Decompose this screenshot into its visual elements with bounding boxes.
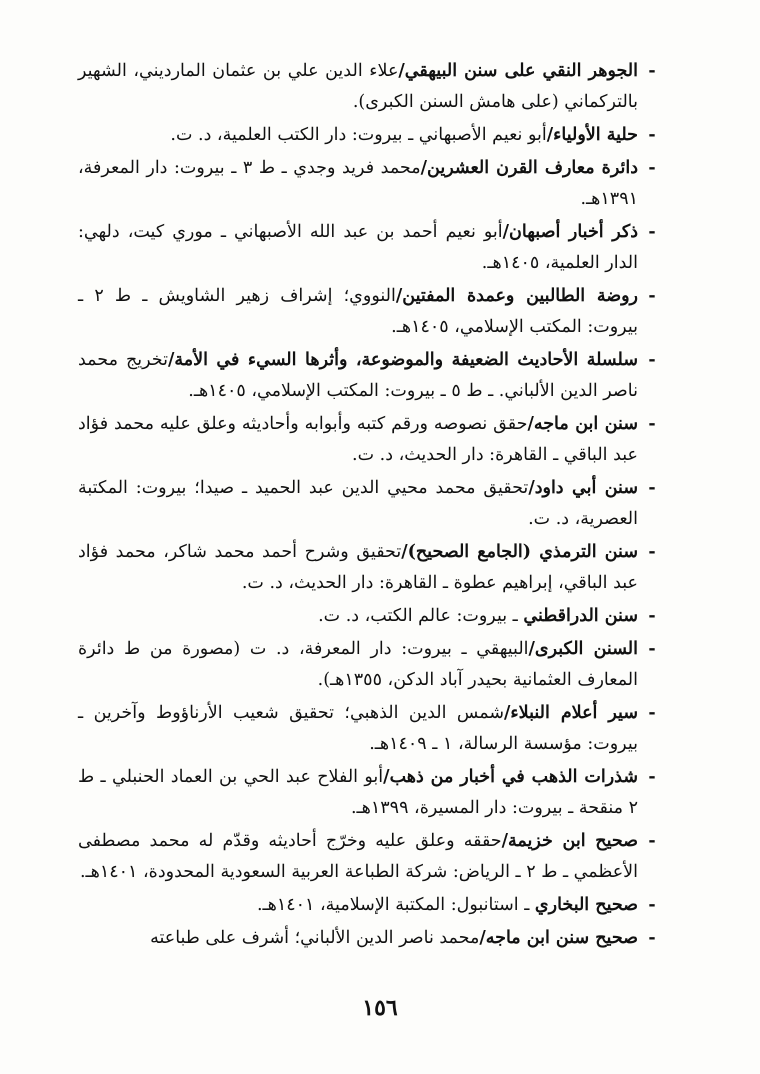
entry-dash: - <box>648 350 656 370</box>
entry-title: ذكر أخبار أصبهان/ <box>502 222 638 242</box>
entry-dash: - <box>648 542 656 562</box>
bibliography-entry <box>78 890 656 921</box>
entry-details: حقق نصوصه ورقم كتبه وأبوابه وأحاديثه وعلق عليه محمد فؤاد عبد الباقي ـ القاهرة: دار الحديث، د. ت. <box>78 414 638 465</box>
entry-details: ـ استانبول: المكتبة الإسلامية، ١٤٠١هـ. <box>256 895 530 915</box>
entry-title: سنن أبي داود/ <box>528 478 639 498</box>
entry-details: محمد ناصر الدين الألباني؛ أشرف على طباعته <box>150 928 480 948</box>
bibliography-entry <box>78 698 656 760</box>
bibliography-entry <box>78 409 656 471</box>
entry-dash: - <box>648 478 656 498</box>
bibliography-entry <box>78 473 656 535</box>
bibliography-entry <box>78 56 656 118</box>
entry-dash: - <box>648 61 656 81</box>
entry-details: البيهقي ـ بيروت: دار المعرفة، د. ت (مصورة من ط دائرة المعارف العثمانية بحيدر آباد الدكن، ١٣٥٥هـ). <box>78 639 638 690</box>
entry-title: سلسلة الأحاديث الضعيفة والموضوعة، وأثرها السيء في الأمة/ <box>167 350 638 370</box>
entry-title: سنن الدراقطني <box>523 606 638 626</box>
entry-title: الجوهر النقي على سنن البيهقي/ <box>398 61 638 81</box>
entry-details: حققه وعلق عليه وخرّج أحاديثه وقدّم له محمد مصطفى الأعظمي ـ ط ٢ ـ الرياض: شركة الطباعة العربية السعودية المحدودة، ١٤٠١هـ. <box>78 831 638 882</box>
entry-title: صحيح سنن ابن ماجه/ <box>479 928 638 948</box>
entry-details: ـ بيروت: عالم الكتب، د. ت. <box>318 606 518 626</box>
entry-title: صحيح البخاري <box>534 895 638 915</box>
entry-details: تحقيق وشرح أحمد محمد شاكر، محمد فؤاد عبد الباقي، إبراهيم عطوة ـ القاهرة: دار الحديث، د. ت. <box>78 542 638 593</box>
entry-title: روضة الطالبين وعمدة المفتين/ <box>395 286 639 306</box>
page-number: ١٥٦ <box>362 995 398 1021</box>
bibliography-entry <box>78 345 656 407</box>
entry-details: محمد فريد وجدي ـ ط ٣ ـ بيروت: دار المعرفة، ١٣٩١هـ. <box>78 158 638 209</box>
entry-dash: - <box>648 895 656 915</box>
entry-dash: - <box>648 222 656 242</box>
bibliography-entry <box>78 537 656 599</box>
entry-dash: - <box>648 606 656 626</box>
entry-details: النووي؛ إشراف زهير الشاويش ـ ط ٢ ـ بيروت: المكتب الإسلامي، ١٤٠٥هـ. <box>78 286 638 337</box>
entry-title: دائرة معارف القرن العشرين/ <box>420 158 638 178</box>
entry-dash: - <box>648 639 656 659</box>
entry-dash: - <box>648 928 656 948</box>
entry-details: علاء الدين علي بن عثمان المارديني، الشهير بالتركماني (على هامش السنن الكبرى). <box>78 61 638 112</box>
bibliography-entry <box>78 923 656 954</box>
entry-dash: - <box>648 414 656 434</box>
bibliography-entry <box>78 826 656 888</box>
entry-dash: - <box>648 286 656 306</box>
entry-details: تحقيق محمد محيي الدين عبد الحميد ـ صيدا؛ بيروت: المكتبة العصرية، د. ت. <box>78 478 638 529</box>
entry-title: سير أعلام النبلاء/ <box>504 703 638 723</box>
bibliography-entry <box>78 601 656 632</box>
entry-dash: - <box>648 703 656 723</box>
entry-dash: - <box>648 831 656 851</box>
bibliography-entry <box>78 281 656 343</box>
bibliography-list <box>78 56 656 956</box>
entry-dash: - <box>648 125 656 145</box>
bibliography-entry <box>78 217 656 279</box>
entry-title: سنن ابن ماجه/ <box>527 414 638 434</box>
entry-title: السنن الكبرى/ <box>528 639 639 659</box>
entry-title: شذرات الذهب في أخبار من ذهب/ <box>383 767 638 787</box>
bibliography-entry <box>78 153 656 215</box>
bibliography-entry <box>78 120 656 151</box>
entry-title: سنن الترمذي (الجامع الصحيح)/ <box>401 542 638 562</box>
entry-details: أبو نعيم الأصبهاني ـ بيروت: دار الكتب العلمية، د. ت. <box>170 125 547 145</box>
entry-details: تخريج محمد ناصر الدين الألباني. ـ ط ٥ ـ بيروت: المكتب الإسلامي، ١٤٠٥هـ. <box>78 350 638 401</box>
entry-dash: - <box>648 158 656 178</box>
entry-details: أبو الفلاح عبد الحي بن العماد الحنبلي ـ ط ٢ منقحة ـ بيروت: دار المسيرة، ١٣٩٩هـ. <box>78 767 638 818</box>
entry-dash: - <box>648 767 656 787</box>
bibliography-entry <box>78 762 656 824</box>
entry-details: أبو نعيم أحمد بن عبد الله الأصبهاني ـ موري كيت، دلهي: الدار العلمية، ١٤٠٥هـ. <box>78 222 638 273</box>
entry-title: حلية الأولياء/ <box>546 125 638 145</box>
entry-title: صحيح ابن خزيمة/ <box>501 831 639 851</box>
bibliography-entry <box>78 634 656 696</box>
entry-details: شمس الدين الذهبي؛ تحقيق شعيب الأرناؤوط وآخرين ـ بيروت: مؤسسة الرسالة، ١ ـ ١٤٠٩هـ. <box>78 703 638 754</box>
